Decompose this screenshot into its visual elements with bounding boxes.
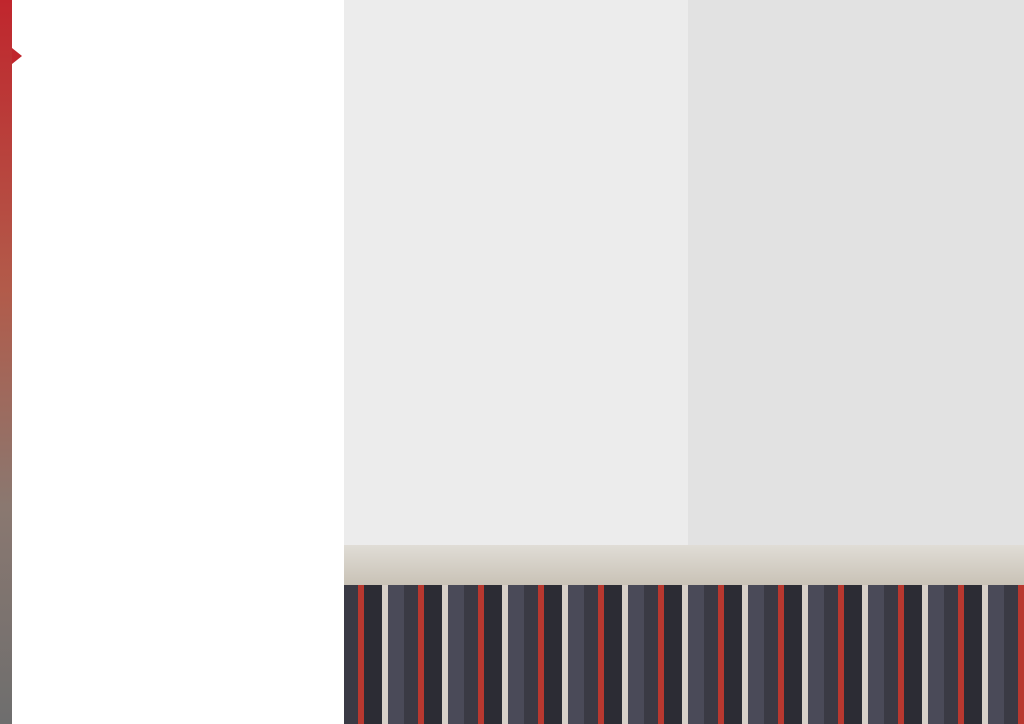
timeline-bar	[0, 0, 12, 724]
crowd-photo	[344, 545, 1024, 724]
event-column-2	[688, 0, 1024, 545]
event-column-1	[344, 0, 688, 545]
phases-panel	[0, 0, 344, 724]
